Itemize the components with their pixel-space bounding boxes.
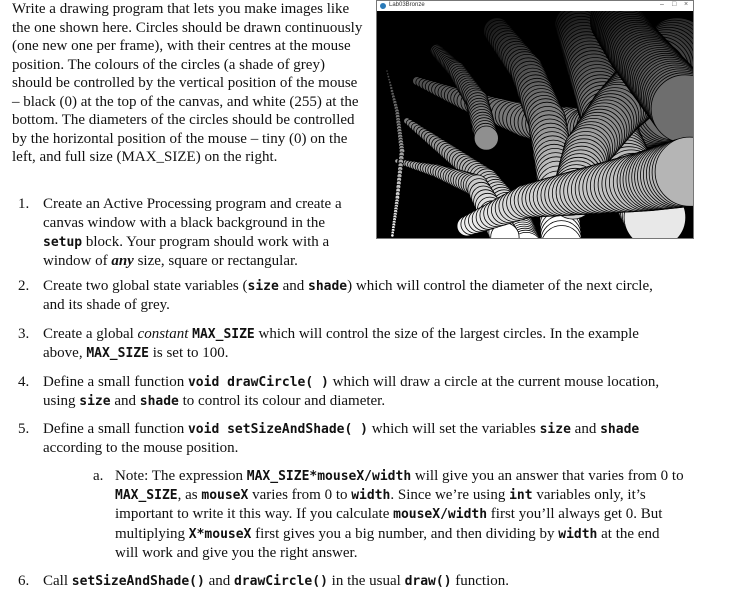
code-shade: shade bbox=[139, 394, 179, 409]
screenshot-titlebar bbox=[377, 1, 693, 11]
code-shade: shade bbox=[308, 279, 348, 294]
app-icon bbox=[380, 3, 386, 9]
note-text: Note: The expression MAX_SIZE*mouseX/width will give you an answer that varies from 0 to MAX_SIZE, as mouseX varies from 0 to width. Since we’re using int variables only, it’s important to write it this way. If you calculate mouseX/width first you’ll always get 0. But multiplying X*mouseX first gives you a big number, and then dividing by width at the end will work and give you the right answer. bbox=[115, 468, 684, 561]
step-text: Create an Active Processing program and create a canvas window with a black background in the setup block. Your program should work with a window of any size, square or rectangular. bbox=[43, 196, 342, 269]
code-shade: shade bbox=[600, 422, 640, 437]
step-text: Define a small function void drawCircle( ) which will draw a circle at the current mouse location, using size and shade to control its colour and diameter. bbox=[43, 374, 660, 409]
example-screenshot bbox=[376, 0, 694, 239]
emphasis-constant: constant bbox=[137, 326, 189, 342]
step-text: Create two global state variables (size and shade) which will control the diameter of the next circle, and its shade of grey. bbox=[43, 278, 653, 313]
code-draw: draw() bbox=[404, 574, 452, 589]
step-number: 1. bbox=[18, 196, 30, 212]
step-number: 4. bbox=[18, 374, 30, 390]
drawn-circle bbox=[387, 73, 389, 75]
drawn-circle bbox=[391, 234, 394, 237]
code-size: size bbox=[79, 394, 111, 409]
step-text: Define a small function void setSizeAndShade( ) which will set the variables size and shade according to the mouse position. bbox=[43, 421, 640, 456]
code-max-size: MAX_SIZE bbox=[192, 327, 255, 342]
code-draw-circle: void drawCircle( ) bbox=[187, 375, 329, 390]
code-set-size-and-shade: void setSizeAndShade( ) bbox=[187, 422, 368, 437]
step-number: 3. bbox=[18, 326, 30, 342]
step-number: 2. bbox=[18, 278, 30, 294]
code-set-size-and-shade: setSizeAndShade() bbox=[71, 574, 205, 589]
intro-paragraph: Write a drawing program that lets you make images like the one shown here. Circles should be drawn continuously (one new one per frame), with their centres at the mouse position. The colours of the circles (a shade of grey) should be controlled by the vertical position of the mouse – black (0) at the top of the canvas, and white (255) at the bottom. The diameters of the circles should be controlled by the horizontal position of the mouse – tiny (0) on the left, and full size (MAX_SIZE) on the right. bbox=[12, 1, 363, 165]
drawn-circle bbox=[387, 75, 390, 78]
code-max-size: MAX_SIZE bbox=[86, 346, 149, 361]
step-number: 5. bbox=[18, 421, 30, 437]
minimize-icon: – bbox=[660, 1, 664, 8]
step-text: Create a global constant MAX_SIZE which will control the size of the largest circles. In the example above, MAX_SIZE is set to 100. bbox=[43, 326, 639, 361]
note-label: a. bbox=[93, 468, 104, 484]
drawn-circle bbox=[386, 70, 388, 72]
step-text: Call setSizeAndShade() and drawCircle() in the usual draw() function. bbox=[43, 573, 510, 589]
screenshot-window-title: Lab03Bronze bbox=[389, 2, 425, 8]
emphasis-any: any bbox=[111, 253, 134, 269]
close-icon: × bbox=[684, 1, 689, 8]
step-number: 6. bbox=[18, 573, 30, 589]
drawn-circle bbox=[389, 81, 392, 84]
drawn-circle bbox=[388, 78, 391, 81]
code-setup: setup bbox=[43, 235, 83, 250]
drawn-circle bbox=[474, 126, 498, 150]
code-size: size bbox=[247, 279, 279, 294]
code-draw-circle: drawCircle() bbox=[233, 574, 328, 589]
code-size: size bbox=[539, 422, 571, 437]
drawing-canvas bbox=[377, 11, 693, 238]
maximize-icon: □ bbox=[672, 1, 677, 8]
